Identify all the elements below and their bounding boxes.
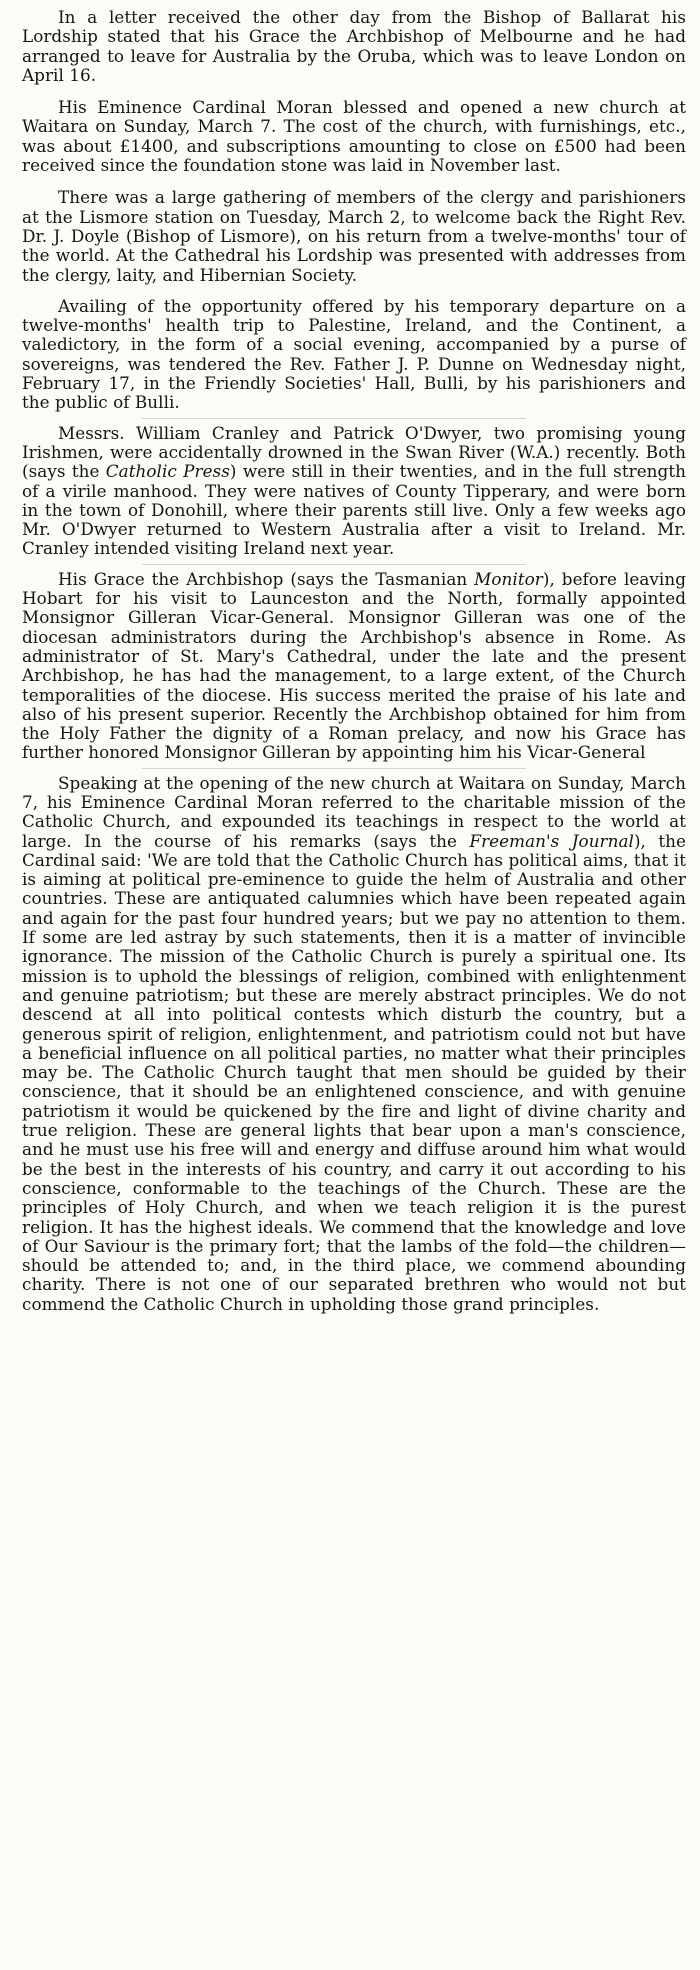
paragraph-waitara-church: His Eminence Cardinal Moran blessed and opened a new church at Waitara on Sunday, March 7. The cost of the church, with furnishings, etc., was about £1400, and subscriptions amounting to close on £500 had been received since the foundation stone was laid in November last. <box>22 97 686 176</box>
paragraph-bulli-valedictory: Availing of the opportunity offered by his temporary departure on a twelve-months' health trip to Palestine, Ireland, and the Continent, a valedictory, in the form of a social evening, accompanied by a purse of sovereigns, was tendered the Rev. Father J. P. Dunne on Wednesday night, February 17, in the Friendly Societies' Hall, Bulli, by his parishioners and the public of Bulli. <box>22 295 686 413</box>
text-run: His Grace the Archbishop (says the Tasmanian <box>58 568 475 589</box>
paragraph-cardinal-speech <box>22 774 686 1314</box>
italic-publication-title: Freeman's Journal <box>469 830 634 851</box>
paragraph-divider <box>22 413 686 424</box>
text-run: ), before leaving Hobart for his visit to Launceston and the North, formally appointed Monsignor Gilleran Vicar-General. Monsignor Gilleran was one of the diocesan administrators during the Archbishop's absence in Rome. As administrator of St. Mary's Cathedral, under the late and the present Archbishop, he has had the management, to a large extent, of the Church temporalities of the diocese. His success merited the praise of his late and also of his present superior. Recently the Archbishop obtained for him from the Holy Father the dignity of a Roman prelacy, and now his Grace has further honored Monsignor Gilleran by appointing him his Vicar-General <box>22 568 686 763</box>
text-run: ), the Cardinal said: 'We are told that the Catholic Church has political aims, that it is aiming at political pre-eminence to guide the helm of Australia and other countries. These are antiquated calumnies which have been repeated again and again for the past four hundred years; but we pay no attention to them. If some are led astray by such statements, then it is a matter of invincible ignorance. The mission of the Catholic Church is purely a spiritual one. Its mission is to uphold the blessings of religion, combined with enlightenment and genuine patriotism; but these are merely abstract principles. We do not descend at all into political contests which disturb the country, but a generous spirit of religion, enlightenment, and patriotism could not but have a beneficial influence on all political parties, no matter what their principles may be. The Catholic Church taught that men should be guided by their conscience, that it should be an enlightened conscience, and with genuine patriotism it would be quickened by the fire and light of divine charity and true religion. These are general lights that bear upon a man's conscience, and he must use his free will and energy and diffuse around him what would be the best in the interests of his country, and carry it out according to his conscience, conformable to the teachings of the Church. These are the principles of Holy Church, and when we teach religion it is the purest religion. It has the highest ideals. We commend that the knowledge and love of Our Saviour is the primary fort; that the lambs of the fold—the children—should be attended to; and, in the third place, we commend abounding charity. There is not one of our separated brethren who would not but commend the Catholic Church in upholding those grand principles. <box>22 830 686 1314</box>
paragraph-swan-river-drowning <box>22 424 686 559</box>
paragraph-divider <box>22 559 686 570</box>
text-run: Speaking at the opening of the new church at Waitara on Sunday, March 7, his Eminence Cardinal Moran referred to the charitable mission of the Catholic Church, and expounded its teachings in respect to the world at large. In the course of his remarks (says the <box>22 772 686 851</box>
paragraph-vicar-general <box>22 570 686 763</box>
italic-publication-title: Catholic Press <box>105 461 230 482</box>
text-run: ) were still in their twenties, and in the full strength of a virile manhood. They were natives of County Tipperary, and were born in the town of Donohill, where their parents still live. Only a few weeks ago Mr. O'Dwyer returned to Western Australia after a visit to Ireland. Mr. Cranley intended visiting Ireland next year. <box>22 461 686 559</box>
text-run: Messrs. William Cranley and Patrick O'Dwyer, two promising young Irishmen, were accidentally drowned in the Swan River (W.A.) recently. Both (says the <box>22 422 686 482</box>
paragraph-divider <box>22 763 686 774</box>
paragraph-lismore-welcome: There was a large gathering of members of the clergy and parishioners at the Lismore station on Tuesday, March 2, to welcome back the Right Rev. Dr. J. Doyle (Bishop of Lismore), on his return from a twelve-months' tour of the world. At the Cathedral his Lordship was presented with addresses from the clergy, laity, and Hibernian Society. <box>22 187 686 285</box>
paragraph-ballarat-letter: In a letter received the other day from the Bishop of Ballarat his Lordship stated that his Grace the Archbishop of Melbourne and he had arranged to leave for Australia by the Oruba, which was to leave London on April 16. <box>22 7 686 85</box>
italic-publication-title: Monitor <box>474 568 543 589</box>
